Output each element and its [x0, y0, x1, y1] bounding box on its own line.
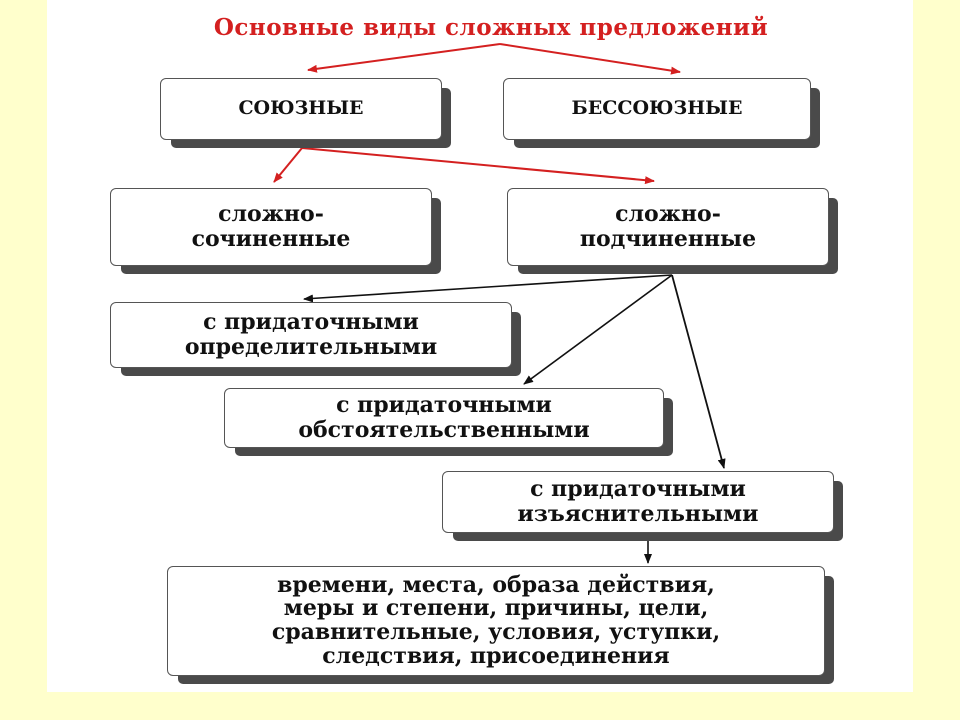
compound-box [110, 188, 432, 266]
complex-label-line-1: сложно- [615, 201, 721, 228]
explanatory-label-line-1: с придаточными [530, 476, 746, 503]
diagram-title: Основные виды сложных предложений [213, 14, 769, 41]
adverbial-types-line-3: сравнительные, условия, уступки, [271, 619, 721, 645]
adverbial-label-line-1: с придаточными [336, 392, 552, 419]
complex-box [507, 188, 829, 266]
attributive-label-line-1: с придаточными [203, 309, 419, 336]
complex-label-line-2: подчиненные [579, 226, 757, 252]
adverbial-types-line-4: следствия, присоединения [322, 642, 670, 669]
adverbial-types-line-1: времени, места, образа действия, [277, 571, 715, 598]
explanatory-box [442, 471, 834, 533]
union-label: СОЮЗНЫЕ [238, 97, 364, 120]
adverbial-types-line-2: меры и степени, причины, цели, [283, 595, 709, 622]
attributive-label-line-2: определительными [184, 334, 438, 360]
explanatory-label-line-2: изъяснительными [517, 501, 759, 527]
union-box [160, 78, 442, 140]
compound-label-line-1: сложно- [218, 201, 324, 228]
adverbial-box [224, 388, 664, 448]
non-union-box [503, 78, 811, 140]
adverbial-types-box [167, 566, 825, 676]
non-union-label: БЕССОЮЗНЫЕ [571, 97, 743, 120]
adverbial-label-line-2: обстоятельственными [298, 417, 590, 443]
attributive-box [110, 302, 512, 368]
compound-label-line-2: сочиненные [191, 226, 351, 252]
